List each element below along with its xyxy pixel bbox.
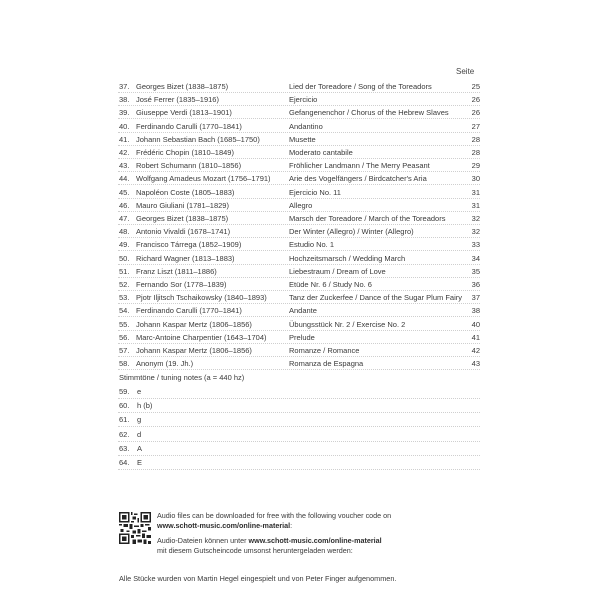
tuning-number: 64. (119, 458, 130, 467)
toc-entry (0, 278, 600, 291)
toc-title: Estudio No. 1 (289, 240, 335, 250)
row-divider (118, 469, 480, 470)
recording-credits: Alle Stücke wurden von Martin Hegel eingespielt und von Peter Finger aufgenommen. (119, 574, 397, 583)
toc-page: 28 (471, 134, 480, 144)
toc-composer: Richard Wagner (1813–1883) (136, 253, 235, 263)
toc-number: 40. (119, 121, 130, 131)
toc-composer: Francisco Tárrega (1852–1909) (136, 240, 242, 250)
toc-title: Musette (289, 134, 316, 144)
toc-entry (0, 357, 600, 370)
toc-page: 40 (471, 319, 480, 329)
audio-download-notice (157, 511, 477, 556)
audio-de-line: Audio-Dateien können unter www.schott-music.com/online-material (157, 536, 382, 545)
toc-composer: Georges Bizet (1838–1875) (136, 82, 229, 91)
toc-page: 32 (471, 214, 480, 223)
tuning-note: d (137, 429, 142, 439)
toc-composer: Frédéric Chopin (1810–1849) (136, 148, 234, 157)
toc-composer: Giuseppe Verdi (1813–1901) (136, 108, 232, 118)
tuning-number: 62. (119, 429, 130, 439)
toc-entry (0, 225, 600, 238)
toc-entry (0, 80, 600, 93)
toc-composer: Ferdinando Carulli (1770–1841) (136, 306, 242, 316)
toc-number: 58. (119, 359, 130, 369)
toc-entry (0, 133, 600, 146)
toc-entry (0, 93, 600, 106)
audio-en-line: Audio files can be downloaded for free with the following voucher code on (157, 511, 392, 520)
toc-entry (0, 238, 600, 251)
tuning-note-entry (0, 456, 600, 470)
toc-page: 31 (471, 200, 480, 210)
tuning-number: 59. (119, 387, 130, 396)
toc-entry (0, 159, 600, 172)
toc-entry (0, 331, 600, 344)
tuning-note: A (137, 443, 143, 453)
toc-number: 54. (119, 306, 130, 316)
toc-page: 37 (471, 293, 480, 303)
toc-title: Marsch der Toreadore / March of the Toreadors (289, 214, 446, 223)
toc-composer: Mauro Giuliani (1781–1829) (136, 200, 229, 210)
toc-entry (0, 212, 600, 225)
toc-title: Etüde Nr. 6 / Study No. 6 (289, 280, 372, 289)
toc-composer: Napoléon Coste (1805–1883) (136, 187, 235, 197)
toc-title: Allegro (289, 200, 313, 210)
toc-title: Prelude (289, 332, 315, 342)
toc-entry (0, 172, 600, 185)
toc-number: 38. (119, 95, 130, 105)
toc-composer: Johann Sebastian Bach (1685–1750) (136, 134, 260, 144)
toc-title: Andante (289, 306, 317, 316)
toc-number: 41. (119, 134, 130, 144)
toc-number: 51. (119, 266, 130, 276)
toc-number: 53. (119, 293, 130, 303)
toc-number: 42. (119, 148, 130, 157)
tuning-note-entry (0, 428, 600, 442)
qr-code-icon (119, 512, 151, 544)
audio-de-url[interactable]: www.schott-music.com/online-material (248, 536, 382, 545)
toc-page: 35 (471, 266, 480, 276)
tuning-note: E (137, 458, 143, 467)
toc-title: Der Winter (Allegro) / Winter (Allegro) (289, 227, 414, 237)
tuning-note: e (137, 387, 142, 396)
toc-composer: Johann Kaspar Mertz (1806–1856) (136, 319, 252, 329)
toc-entry (0, 318, 600, 331)
toc-number: 55. (119, 319, 130, 329)
toc-page: 41 (471, 332, 480, 342)
toc-composer: Antonio Vivaldi (1678–1741) (136, 227, 231, 237)
toc-title: Tanz der Zuckerfee / Dance of the Sugar Plum Fairy (289, 293, 462, 303)
toc-page: 38 (471, 306, 480, 316)
toc-entry (0, 106, 600, 119)
toc-number: 49. (119, 240, 130, 250)
toc-page: 34 (471, 253, 480, 263)
toc-composer: Ferdinando Carulli (1770–1841) (136, 121, 242, 131)
toc-title: Andantino (289, 121, 323, 131)
toc-title: Übungsstück Nr. 2 / Exercise No. 2 (289, 319, 406, 329)
toc-composer: Fernando Sor (1778–1839) (136, 280, 227, 289)
toc-title: Arie des Vogelfängers / Birdcatcher's Aria (289, 174, 427, 184)
toc-title: Romanze / Romance (289, 346, 360, 355)
toc-page: 32 (471, 227, 480, 237)
tuning-number: 61. (119, 415, 130, 425)
toc-composer: Franz Liszt (1811–1886) (136, 266, 217, 276)
tuning-note: h (b) (137, 401, 153, 411)
toc-page: 31 (471, 187, 480, 197)
toc-page: 28 (471, 148, 480, 157)
toc-page: 29 (471, 161, 480, 171)
toc-number: 46. (119, 200, 130, 210)
toc-composer: Georges Bizet (1838–1875) (136, 214, 229, 223)
toc-title: Fröhlicher Landmann / The Merry Peasant (289, 161, 430, 171)
tuning-number: 60. (119, 401, 130, 411)
toc-page: 27 (471, 121, 480, 131)
toc-title: Romanza de Espagna (289, 359, 364, 369)
toc-composer: Robert Schumann (1810–1856) (136, 161, 242, 171)
toc-number: 47. (119, 214, 130, 223)
toc-entry (0, 186, 600, 199)
toc-entry (0, 304, 600, 317)
toc-composer: Wolfgang Amadeus Mozart (1756–1791) (136, 174, 271, 184)
toc-number: 56. (119, 332, 130, 342)
audio-en-url-line: www.schott-music.com/online-material: (157, 521, 293, 530)
toc-title: Ejercicio No. 11 (289, 187, 341, 197)
tuning-note-entry (0, 399, 600, 413)
toc-page: 33 (471, 240, 480, 250)
audio-de-line-2: mit diesem Gutscheincode umsonst heruntergeladen werden: (157, 546, 353, 555)
toc-page: 43 (471, 359, 480, 369)
toc-entry (0, 344, 600, 357)
toc-page: 42 (471, 346, 480, 355)
toc-title: Lied der Toreadore / Song of the Toreadors (289, 82, 432, 91)
toc-title: Moderato cantabile (289, 148, 353, 157)
row-divider (118, 369, 480, 370)
toc-entry (0, 252, 600, 265)
toc-entry (0, 199, 600, 212)
toc-composer: Johann Kaspar Mertz (1806–1856) (136, 346, 252, 355)
toc-entry (0, 291, 600, 304)
toc-number: 57. (119, 346, 130, 355)
toc-composer: José Ferrer (1835–1916) (136, 95, 219, 105)
toc-entry (0, 120, 600, 133)
audio-en-url[interactable]: www.schott-music.com/online-material (157, 521, 291, 530)
tuning-heading: Stimmtöne / tuning notes (a = 440 hz) (119, 373, 245, 382)
toc-number: 37. (119, 82, 130, 91)
toc-title: Hochzeitsmarsch / Wedding March (289, 253, 406, 263)
toc-entry (0, 146, 600, 159)
toc-composer: Pjotr Iljitsch Tschaikowsky (1840–1893) (136, 293, 267, 303)
tuning-note-entry (0, 385, 600, 399)
toc-number: 43. (119, 161, 130, 171)
tuning-number: 63. (119, 443, 130, 453)
toc-page: 26 (471, 108, 480, 118)
toc-page: 30 (471, 174, 480, 184)
toc-number: 50. (119, 253, 130, 263)
tuning-note-entry (0, 442, 600, 456)
toc-entry (0, 265, 600, 278)
toc-title: Gefangenenchor / Chorus of the Hebrew Slaves (289, 108, 449, 118)
page-column-header: Seite (456, 67, 475, 76)
toc-title: Ejercicio (289, 95, 318, 105)
tuning-note-entry (0, 413, 600, 427)
toc-number: 48. (119, 227, 130, 237)
toc-page: 26 (471, 95, 480, 105)
tuning-note: g (137, 415, 142, 425)
toc-composer: Anonym (19. Jh.) (136, 359, 194, 369)
toc-number: 45. (119, 187, 130, 197)
toc-number: 52. (119, 280, 130, 289)
toc-number: 44. (119, 174, 130, 184)
toc-page: 36 (471, 280, 480, 289)
toc-page: 25 (471, 82, 480, 91)
toc-title: Liebestraum / Dream of Love (289, 266, 386, 276)
toc-number: 39. (119, 108, 130, 118)
toc-composer: Marc-Antoine Charpentier (1643–1704) (136, 332, 267, 342)
